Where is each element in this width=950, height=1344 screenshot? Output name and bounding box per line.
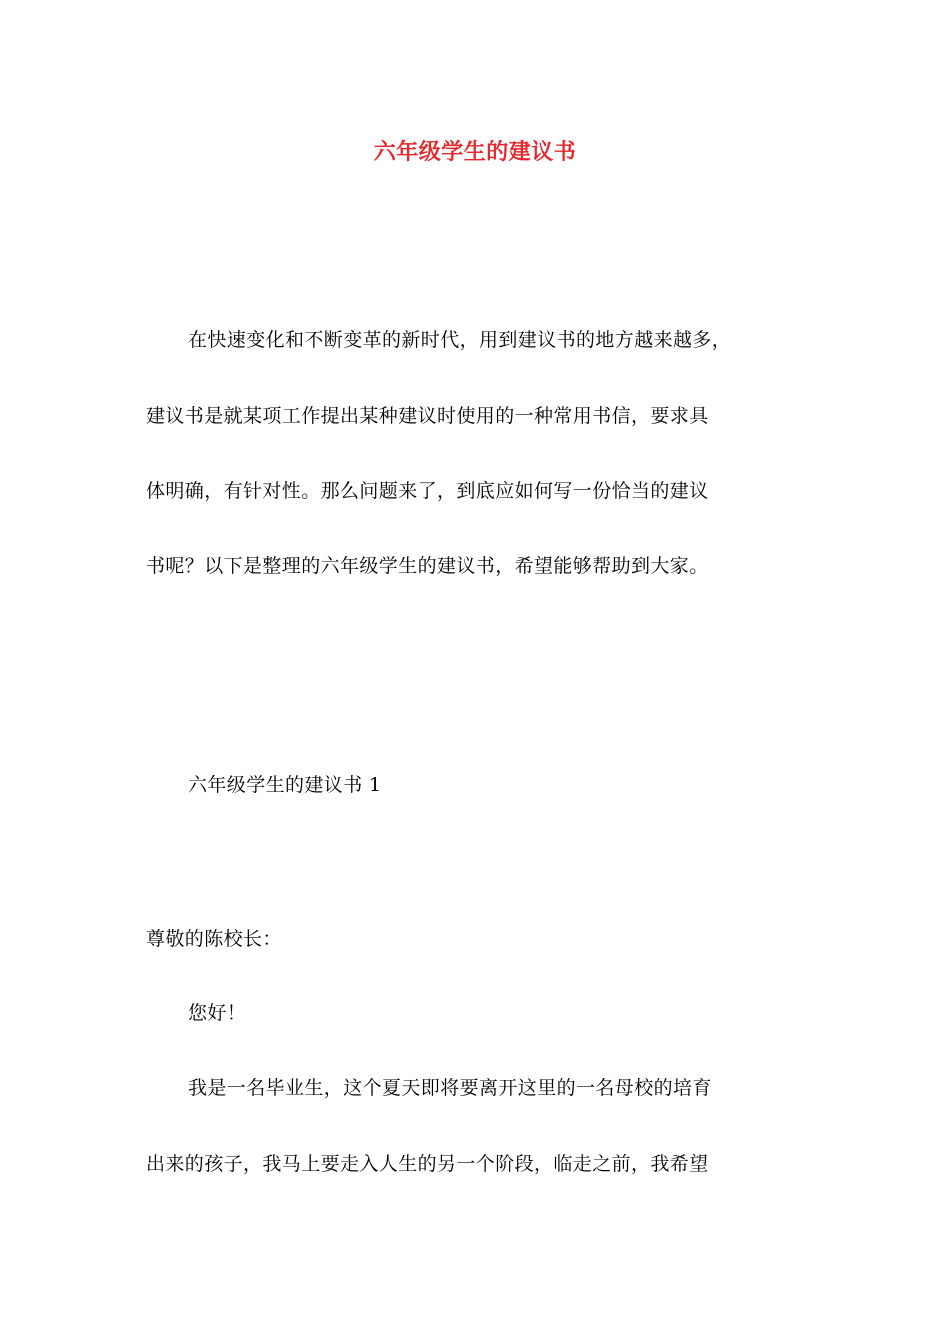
intro-line-4: 书呢？以下是整理的六年级学生的建议书，希望能够帮助到大家。 bbox=[146, 555, 709, 577]
section-heading: 六年级学生的建议书 1 bbox=[188, 774, 382, 796]
intro-line-1: 在快速变化和不断变革的新时代，用到建议书的地方越来越多， bbox=[188, 329, 732, 351]
body-line-2: 出来的孩子，我马上要走入人生的另一个阶段，临走之前，我希望 bbox=[146, 1153, 709, 1175]
salutation: 尊敬的陈校长： bbox=[146, 928, 282, 950]
document-title: 六年级学生的建议书 bbox=[373, 139, 577, 165]
body-line-1: 我是一名毕业生，这个夏天即将要离开这里的一名母校的培育 bbox=[188, 1077, 712, 1099]
greeting: 您好！ bbox=[188, 1002, 247, 1024]
intro-line-2: 建议书是就某项工作提出某种建议时使用的一种常用书信，要求具 bbox=[146, 405, 709, 427]
intro-line-3: 体明确，有针对性。那么问题来了，到底应如何写一份恰当的建议 bbox=[146, 480, 709, 502]
